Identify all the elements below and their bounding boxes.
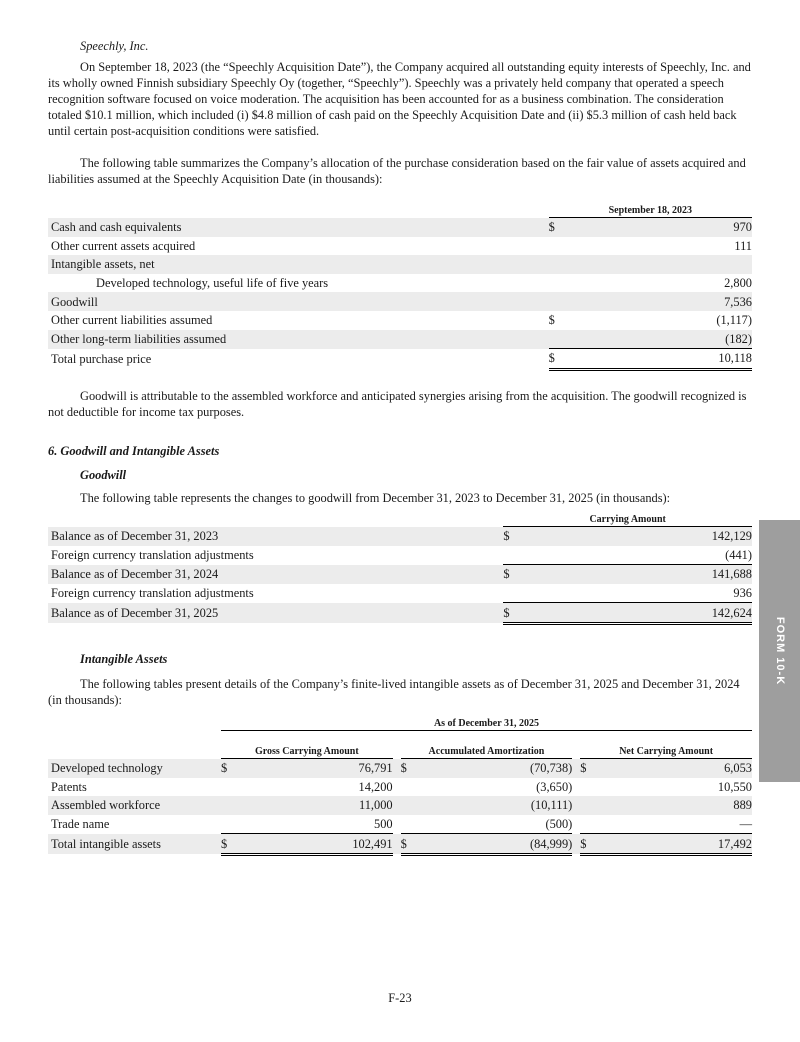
column-header-gross: Gross Carrying Amount (221, 731, 393, 759)
intangibles-heading: Intangible Assets (80, 652, 168, 666)
table-row: Patents 14,200 (3,650) 10,550 (51, 779, 752, 794)
goodwill-heading: Goodwill (80, 468, 127, 482)
group-header: As of December 31, 2025 (221, 715, 752, 731)
table-row: Other current liabilities assumed $ (1,117) (51, 313, 752, 328)
speechly-heading: Speechly, Inc. (80, 39, 149, 53)
goodwill-intro: The following table represents the changes to goodwill from December 31, 2023 to December 31, 2025 (in thousands): (80, 491, 671, 505)
page-number: F-23 (388, 991, 412, 1005)
table-row: Foreign currency translation adjustments 936 (51, 586, 752, 601)
speechly-paragraph-2: The following table summarizes the Company’s allocation of the purchase consideration based on the fair value of assets acquired and liabilities assumed at the Speechly Acquisition Date (in thousands): (48, 156, 746, 186)
column-header: September 18, 2023 (549, 205, 752, 218)
table-row: Other long-term liabilities assumed (182) (48, 330, 752, 349)
table-row: Assembled workforce 11,000 (10,111) 889 (48, 796, 752, 815)
speechly-paragraph-3: Goodwill is attributable to the assembled workforce and anticipated synergies arising from the acquisition. The goodwill recognized is not deductible for income tax purposes. (48, 389, 747, 419)
section-heading: 6. Goodwill and Intangible Assets (48, 444, 220, 458)
form-10k-side-tab (759, 520, 800, 782)
table-row: Balance as of December 31, 2024 $ 141,688 (48, 565, 752, 584)
table-row: Cash and cash equivalents $ 970 (48, 218, 752, 237)
table-row: Balance as of December 31, 2023 $ 142,129 (48, 527, 752, 546)
intangible-assets-table (48, 715, 752, 856)
intangibles-intro: The following tables present details of the Company’s finite-lived intangible assets as of December 31, 2025 and December 31, 2024 (in thousands): (48, 677, 740, 707)
table-row: Foreign currency translation adjustments (441) (51, 547, 752, 563)
table-row: Goodwill 7,536 (48, 292, 752, 311)
purchase-allocation-table (48, 205, 752, 371)
column-header: Carrying Amount (503, 514, 752, 527)
table-row-total: Total intangible assets $ 102,491 $ (84,999) $ 17,492 (48, 834, 752, 855)
table-row: Developed technology, useful life of five years 2,800 (96, 276, 752, 291)
table-row-total: Balance as of December 31, 2025 $ 142,624 (48, 603, 752, 624)
speechly-paragraph-1: On September 18, 2023 (the “Speechly Acquisition Date”), the Company acquired all outstanding equity interests of Speechly, Inc. and its wholly owned Finnish subsidiary Speechly Oy (together, “Speechly”). Speechly was a privately held company that operated a speech recognition software focused on voice moderation. The acquisition has been accounted for as a business combination. The consideration totaled $10.1 million, which included (i) $4.8 million of cash paid on the Speechly Acquisition Date and (ii) $5.3 million of cash held back until certain post-acquisition conditions were satisfied. (48, 60, 751, 138)
table-row: Intangible assets, net (48, 255, 752, 274)
table-row: Developed technology $ 76,791 $ (70,738) $ 6,053 (48, 759, 752, 778)
column-header-accumulated: Accumulated Amortization (401, 731, 573, 759)
table-row: Trade name 500 (500) — (51, 817, 752, 832)
side-tab-label: FORM 10-K (773, 616, 786, 686)
table-row-total: Total purchase price $ 10,118 (48, 349, 752, 370)
table-row: Other current assets acquired 111 (51, 238, 752, 253)
goodwill-table (48, 514, 752, 625)
column-header-net: Net Carrying Amount (580, 731, 752, 759)
